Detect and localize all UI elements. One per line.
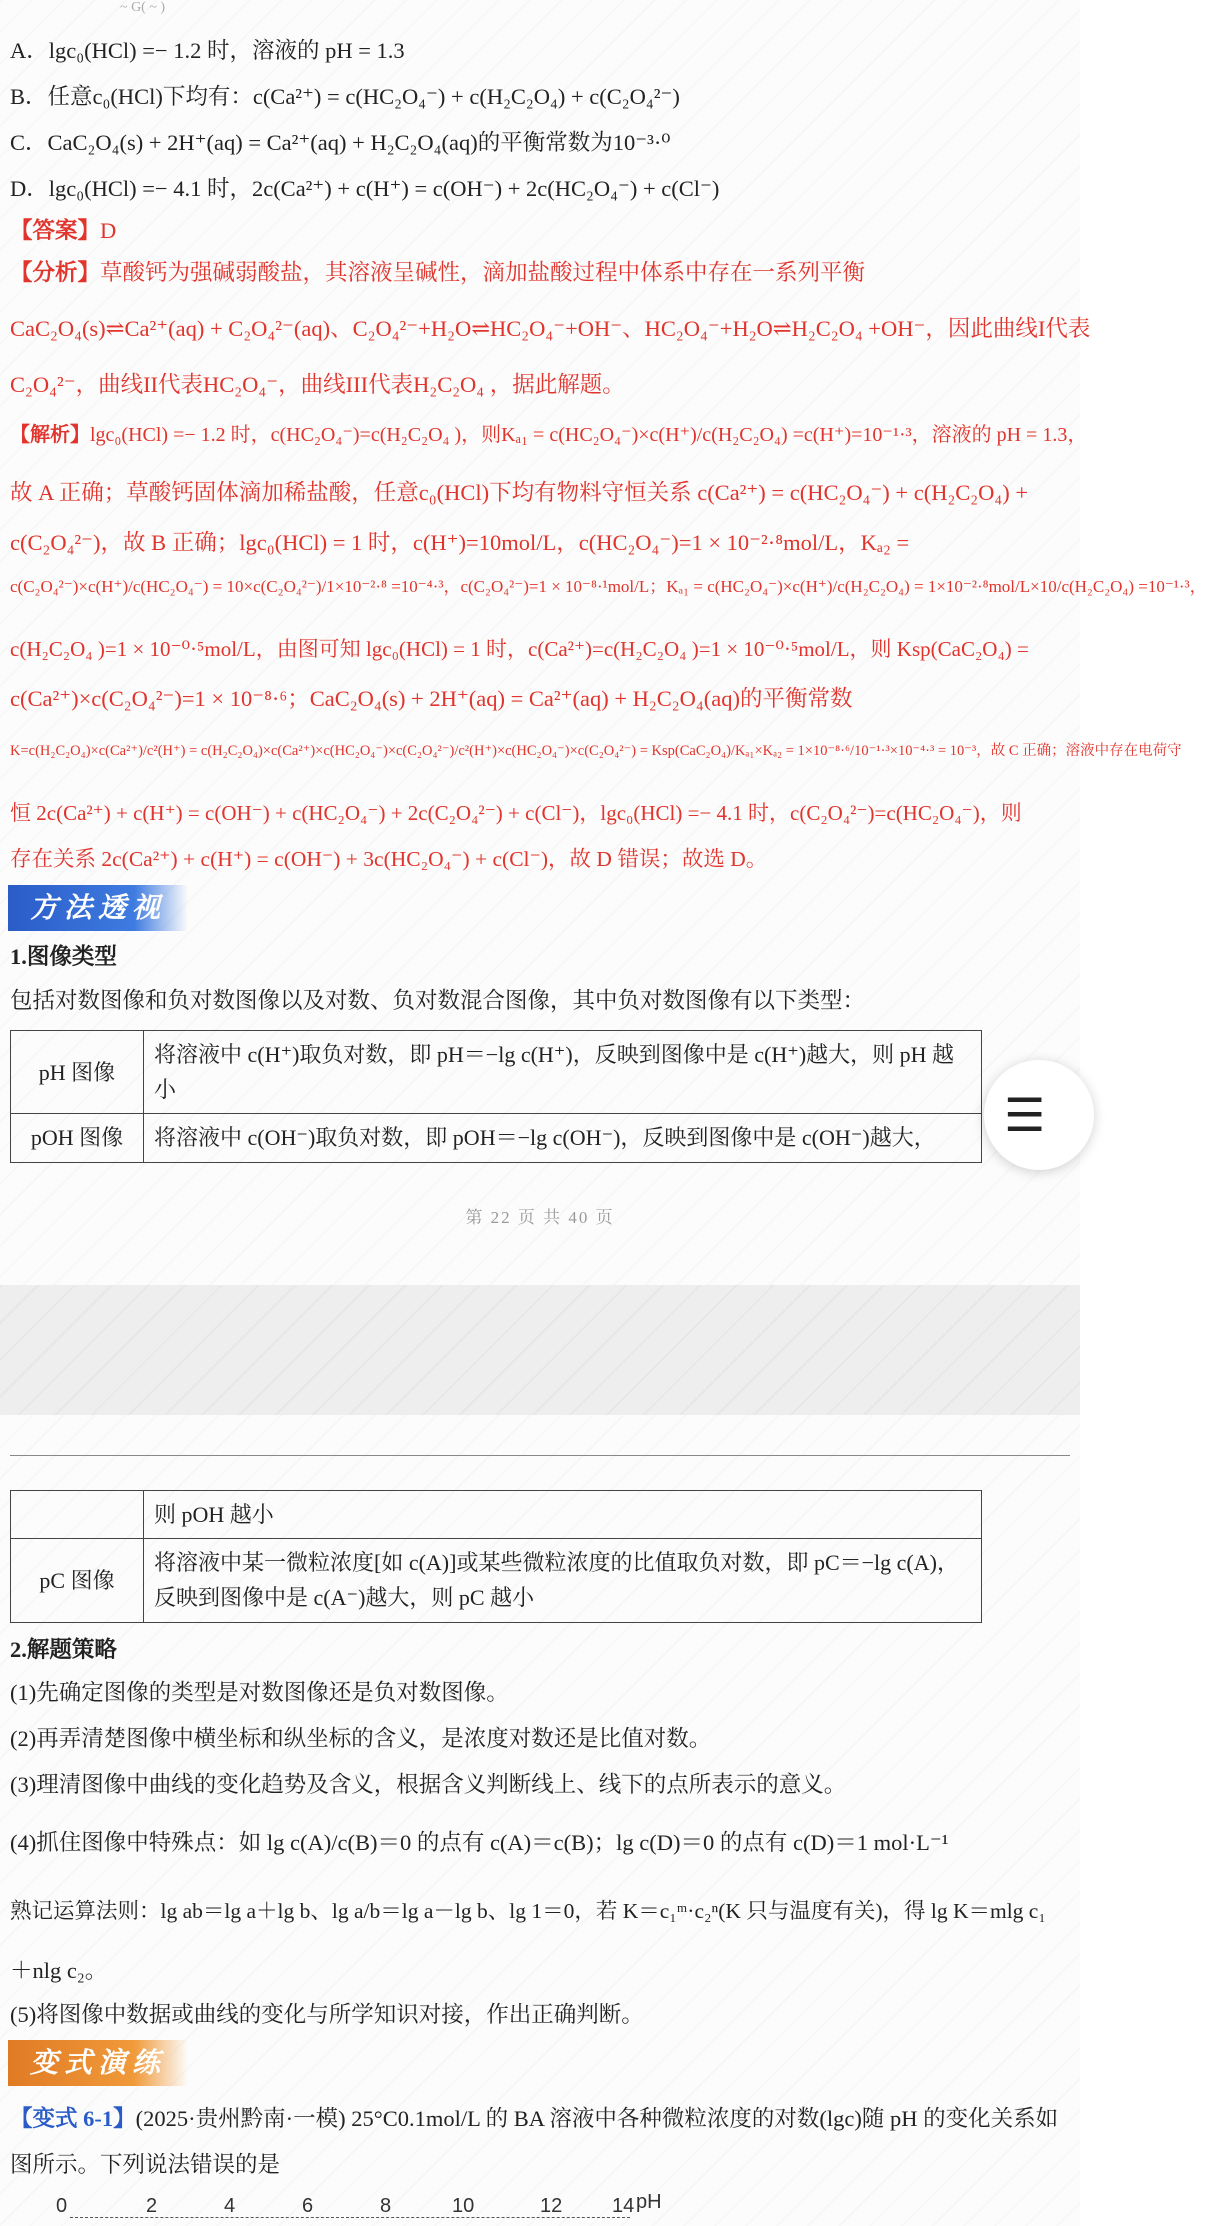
analysis-line-2: CaC₂O₄(s)⇌Ca²⁺(aq) + C₂O₄²⁻(aq)、C₂O₄²⁻+H₂O⇌HC₂O₄⁻+OH⁻、HC₂O₄⁻+H₂O⇌H₂C₂O₄ +OH⁻，因此曲线I代表 — [10, 316, 1091, 341]
explanation-line-7: K=c(H₂C₂O₄)×c(Ca²⁺)/c²(H⁺) = c(H₂C₂O₄)×c(Ca²⁺)×c(HC₂O₄⁻)×c(C₂O₄²⁻)/c²(H⁺)×c(HC₂O₄⁻)×c(C₂O₄²⁻) = Ksp(CaC₂O₄)/Kₐ₁×Kₐ₂ = 1×10⁻⁸·⁶/10⁻¹·³×10⁻⁴·³ = 10⁻³，故 C 正确；溶液中存在电荷守 — [10, 743, 1182, 759]
variant-label: 【变式 6-1】 — [10, 2106, 136, 2131]
section1-title: 1.图像类型 — [10, 944, 117, 969]
axis-tick: 0 — [56, 2195, 68, 2217]
answer-line — [10, 216, 1064, 245]
axis-tick: 4 — [224, 2195, 236, 2217]
axis-tick: 6 — [302, 2195, 314, 2217]
strategy-1: (1)先确定图像的类型是对数图像还是负对数图像。 — [10, 1680, 509, 1705]
analysis-text-1: 草酸钙为强碱弱酸盐，其溶液呈碱性，滴加盐酸过程中体系中存在一系列平衡 — [100, 260, 866, 285]
page-gap — [0, 1285, 1080, 1415]
table-body-pc: 将溶液中某一微粒浓度[如 c(A)]或某些微粒浓度的比值取负对数，即 pC＝−lg c(A)，反映到图像中是 c(A⁻)越大，则 pC 越小 — [144, 1539, 982, 1622]
strategy-rules: 熟记运算法则：lg ab＝lg a＋lg b、lg a/b＝lg a－lg b、lg 1＝0，若 K＝c₁ᵐ·c₂ⁿ(K 只与温度有关)，得 lg K＝mlg c₁ — [10, 1899, 1046, 1923]
explanation-line-9: 存在关系 2c(Ca²⁺) + c(H⁺) = c(OH⁻) + 3c(HC₂O₄⁻) + c(Cl⁻)，故 D 错误；故选 D。 — [10, 847, 768, 871]
strategy-rules-cont: ＋nlg c₂。 — [10, 1958, 108, 1983]
explanation-text-1: lgc₀(HCl) =− 1.2 时，c(HC₂O₄⁻)=c(H₂C₂O₄ )，则Kₐ₁ = c(HC₂O₄⁻)×c(H⁺)/c(H₂C₂O₄) =c(H⁺)=10⁻¹·³，溶液的 pH = 1.3， — [90, 424, 1088, 446]
image-type-table — [10, 1030, 982, 1163]
table-row — [11, 1031, 982, 1114]
axis-tick: 8 — [380, 2195, 392, 2217]
practice-banner: 变式演练 — [8, 2040, 188, 2086]
variant-line-1 — [10, 2104, 1064, 2133]
variant-line-2: 图所示。下列说法错误的是 — [10, 2152, 281, 2177]
section1-intro: 包括对数图像和负对数图像以及对数、负对数混合图像，其中负对数图像有以下类型： — [10, 988, 866, 1013]
cut-off-header-fragment: ~ G( ~ ) — [120, 0, 166, 15]
variant-text: (2025·贵州黔南·一模) 25°C0.1mol/L 的 BA 溶液中各种微粒浓度的对数(lgc)随 pH 的变化关系如 — [135, 2106, 1059, 2131]
answer-label: 【答案】 — [10, 218, 101, 243]
axis-baseline — [70, 2217, 630, 2218]
chart-axis-fragment — [0, 2191, 1080, 2226]
explanation-line-4: c(C₂O₄²⁻)×c(H⁺)/c(HC₂O₄⁻) = 10×c(C₂O₄²⁻)/1×10⁻²·⁸ =10⁻⁴·³，c(C₂O₄²⁻)=1 × 10⁻⁸·¹mol/L；Kₐ₁ = c(HC₂O₄⁻)×c(H⁺)/c(H₂C₂O₄) = 1×10⁻²·⁸mol/L×10/c(H₂C₂O₄) =10⁻¹·³， — [10, 577, 1207, 596]
menu-button[interactable]: ☰ — [984, 1060, 1094, 1170]
axis-label: pH — [636, 2191, 662, 2213]
page-top-rule — [10, 1455, 1070, 1456]
table-body-ph: 将溶液中 c(H⁺)取负对数，即 pH＝−lg c(H⁺)，反映到图像中是 c(H⁺)越大，则 pH 越小 — [144, 1031, 982, 1114]
strategy-2: (2)再弄清楚图像中横坐标和纵坐标的含义，是浓度对数还是比值对数。 — [10, 1726, 712, 1751]
method-banner: 方法透视 — [8, 885, 188, 931]
explanation-line-5: c(H₂C₂O₄ )=1 × 10⁻⁰·⁵mol/L，由图可知 lgc₀(HCl) = 1 时，c(Ca²⁺)=c(H₂C₂O₄ )=1 × 10⁻⁰·⁵mol/L，则 Ksp(CaC₂O₄) = — [10, 637, 1029, 661]
table-row — [11, 1491, 982, 1539]
explanation-line-8: 恒 2c(Ca²⁺) + c(H⁺) = c(OH⁻) + c(HC₂O₄⁻) + 2c(C₂O₄²⁻) + c(Cl⁻)，lgc₀(HCl) =− 4.1 时，c(C₂O₄²⁻)=c(HC₂O₄⁻)，则 — [10, 801, 1022, 825]
table-head-poh: pOH 图像 — [11, 1114, 144, 1162]
analysis-line-1 — [10, 258, 1064, 287]
table-body-poh-cont: 则 pOH 越小 — [144, 1491, 982, 1539]
strategy-4: (4)抓住图像中特殊点：如 lg c(A)/c(B)＝0 的点有 c(A)＝c(B)；lg c(D)＝0 的点有 c(D)＝1 mol·L⁻¹ — [10, 1830, 949, 1855]
axis-tick: 12 — [540, 2195, 563, 2217]
explanation-line-1 — [10, 422, 1088, 448]
option-a: A．lgc₀(HCl) =− 1.2 时，溶液的 pH = 1.3 — [10, 38, 405, 63]
section2-title: 2.解题策略 — [10, 1637, 117, 1662]
table-head-pc: pC 图像 — [11, 1539, 144, 1622]
option-d: D．lgc₀(HCl) =− 4.1 时，2c(Ca²⁺) + c(H⁺) = c(OH⁻) + 2c(HC₂O₄⁻) + c(Cl⁻) — [10, 176, 720, 201]
image-type-table-cont — [10, 1490, 982, 1623]
option-c: C．CaC₂O₄(s) + 2H⁺(aq) = Ca²⁺(aq) + H₂C₂O₄(aq)的平衡常数为10⁻³·⁰ — [10, 130, 671, 155]
analysis-label: 【分析】 — [10, 260, 101, 285]
answer-value: D — [100, 218, 117, 243]
strategy-5: (5)将图像中数据或曲线的变化与所学知识对接，作出正确判断。 — [10, 2002, 644, 2027]
explanation-label: 【解析】 — [10, 424, 90, 446]
explanation-line-6: c(Ca²⁺)×c(C₂O₄²⁻)=1 × 10⁻⁸·⁶；CaC₂O₄(s) + 2H⁺(aq) = Ca²⁺(aq) + H₂C₂O₄(aq)的平衡常数 — [10, 686, 853, 711]
axis-tick: 14 — [612, 2195, 635, 2217]
explanation-line-3: c(C₂O₄²⁻)，故 B 正确；lgc₀(HCl) = 1 时，c(H⁺)=10mol/L，c(HC₂O₄⁻)=1 × 10⁻²·⁸mol/L，Kₐ₂ = — [10, 530, 910, 555]
axis-tick: 10 — [452, 2195, 475, 2217]
table-row — [11, 1539, 982, 1622]
table-head-ph: pH 图像 — [11, 1031, 144, 1114]
axis-tick: 2 — [146, 2195, 158, 2217]
analysis-line-3: C₂O₄²⁻，曲线II代表HC₂O₄⁻，曲线III代表H₂C₂O₄ ，据此解题。 — [10, 372, 625, 397]
table-body-poh: 将溶液中 c(OH⁻)取负对数，即 pOH＝−lg c(OH⁻)，反映到图像中是 c(OH⁻)越大， — [144, 1114, 982, 1162]
strategy-3: (3)理清图像中曲线的变化趋势及含义，根据含义判断线上、线下的点所表示的意义。 — [10, 1772, 847, 1797]
explanation-line-2: 故 A 正确；草酸钙固体滴加稀盐酸，任意c₀(HCl)下均有物料守恒关系 c(Ca²⁺) = c(HC₂O₄⁻) + c(H₂C₂O₄) + — [10, 480, 1029, 505]
page-footer: 第 22 页 共 40 页 — [465, 1208, 615, 1227]
option-b: B．任意c₀(HCl)下均有：c(Ca²⁺) = c(HC₂O₄⁻) + c(H₂C₂O₄) + c(C₂O₄²⁻) — [10, 84, 680, 109]
table-row — [11, 1114, 982, 1162]
